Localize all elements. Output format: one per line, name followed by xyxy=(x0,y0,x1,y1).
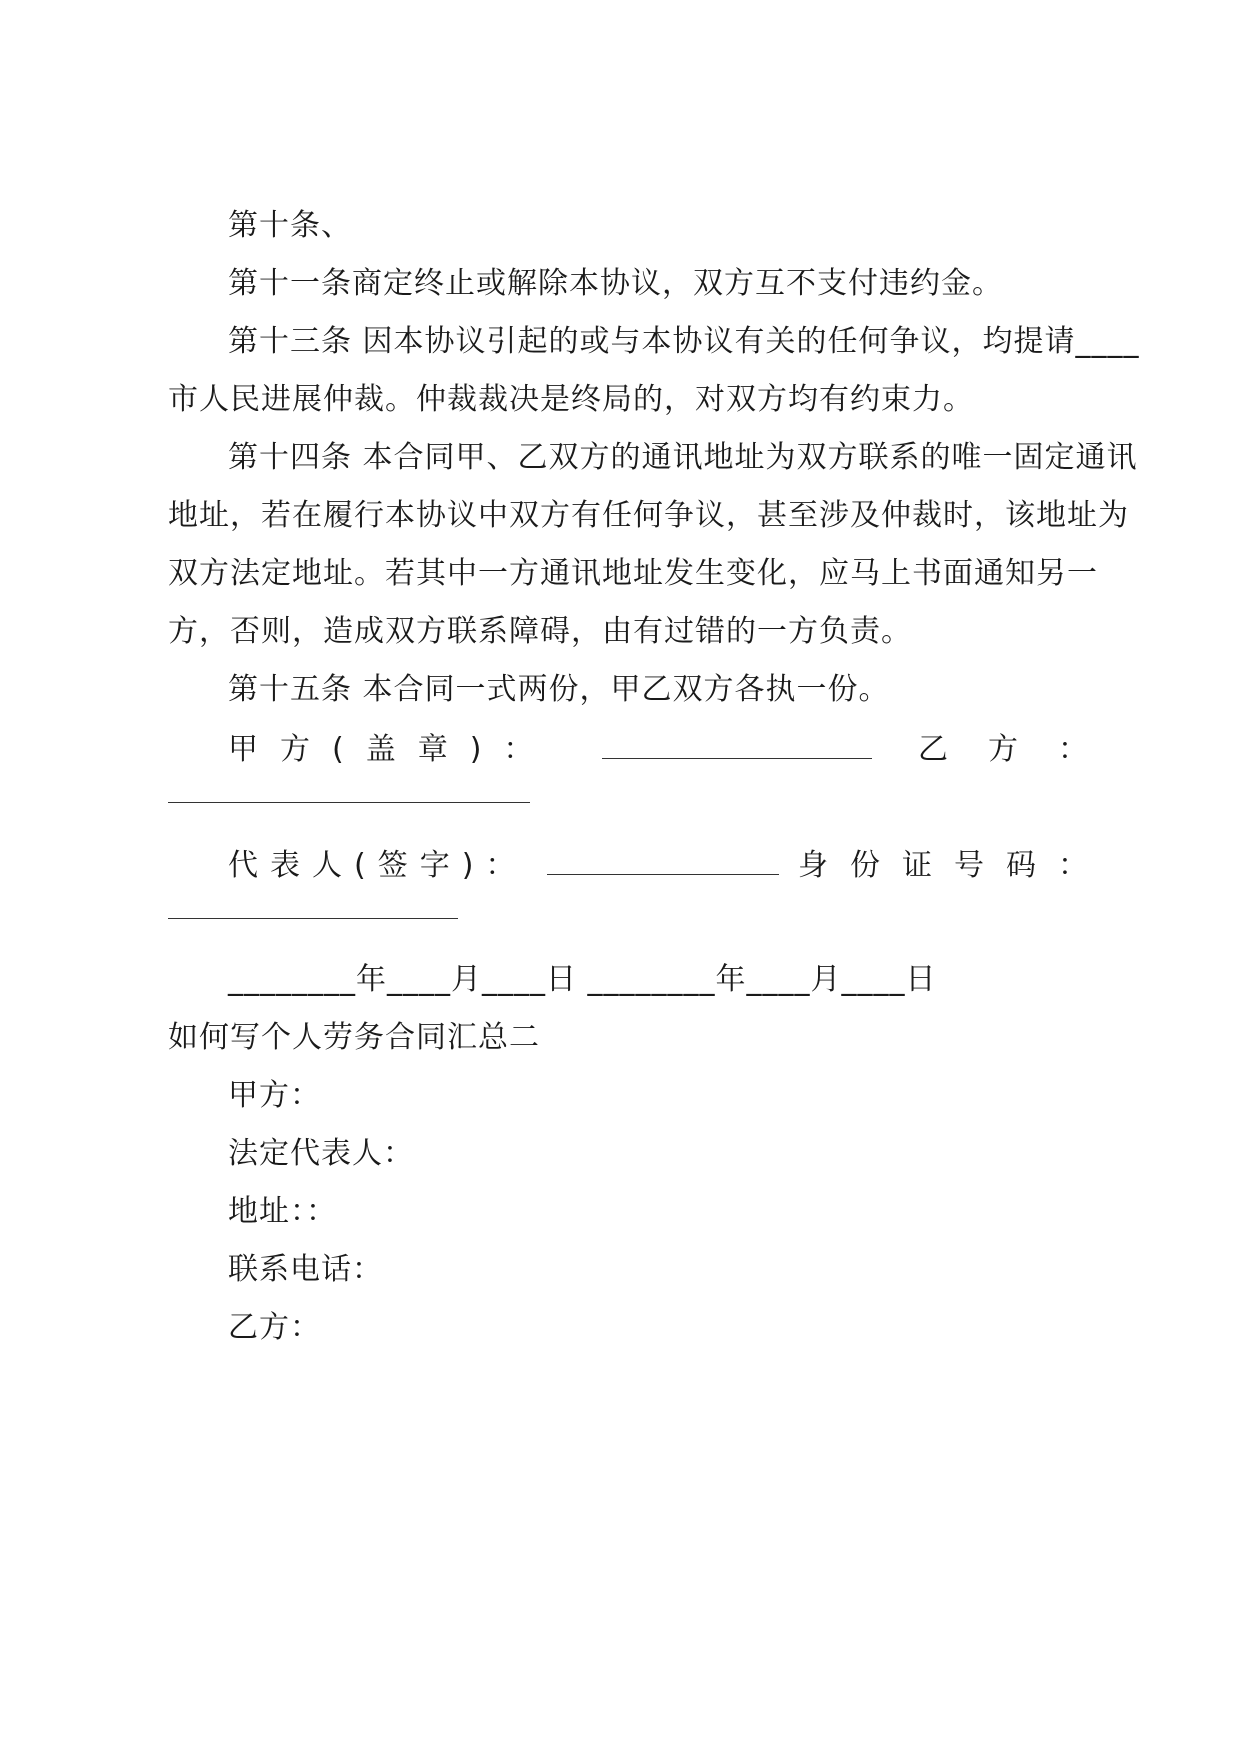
party-b-field: 乙方： xyxy=(228,1310,321,1345)
article-13-line-2: 市人民进展仲裁。仲裁裁决是终局的，对双方均有约束力。 xyxy=(168,382,974,417)
date-line: ________年____月____日 ________年____月____日 xyxy=(228,962,937,997)
article-14-line-4: 方，否则，造成双方联系障碍，由有过错的一方负责。 xyxy=(168,614,912,649)
id-number-label: 身份证号码： xyxy=(797,848,1110,883)
representative-sign-label: 代表人(签字)： xyxy=(228,848,528,883)
legal-representative-field: 法定代表人： xyxy=(228,1136,414,1171)
article-13-line-1: 第十三条 因本协议引起的或与本协议有关的任何争议，均提请____ xyxy=(228,324,1140,359)
address-field: 地址：： xyxy=(228,1194,337,1229)
party-a-seal-blank[interactable] xyxy=(602,730,872,759)
party-b-label: 乙方： xyxy=(917,732,1128,767)
article-14-line-1: 第十四条 本合同甲、乙双方的通讯地址为双方联系的唯一固定通讯 xyxy=(228,440,1138,475)
phone-field: 联系电话： xyxy=(228,1252,383,1287)
signature-row-parties xyxy=(228,730,1128,768)
article-10: 第十条、 xyxy=(228,208,352,243)
section-title: 如何写个人劳务合同汇总二 xyxy=(168,1020,540,1055)
article-15: 第十五条 本合同一式两份，甲乙双方各执一份。 xyxy=(228,672,890,707)
party-a-seal-label: 甲方(盖章)： xyxy=(228,732,556,767)
article-14-line-2: 地址，若在履行本协议中双方有任何争议，甚至涉及仲裁时，该地址为 xyxy=(168,498,1129,533)
party-a-field: 甲方： xyxy=(228,1078,321,1113)
signature-row-representative xyxy=(228,846,1110,884)
representative-sign-blank[interactable] xyxy=(547,846,779,875)
id-number-blank[interactable] xyxy=(168,918,458,919)
article-11: 第十一条商定终止或解除本协议，双方互不支付违约金。 xyxy=(228,266,1003,301)
article-14-line-3: 双方法定地址。若其中一方通讯地址发生变化，应马上书面通知另一 xyxy=(168,556,1098,591)
party-b-blank[interactable] xyxy=(168,802,530,803)
